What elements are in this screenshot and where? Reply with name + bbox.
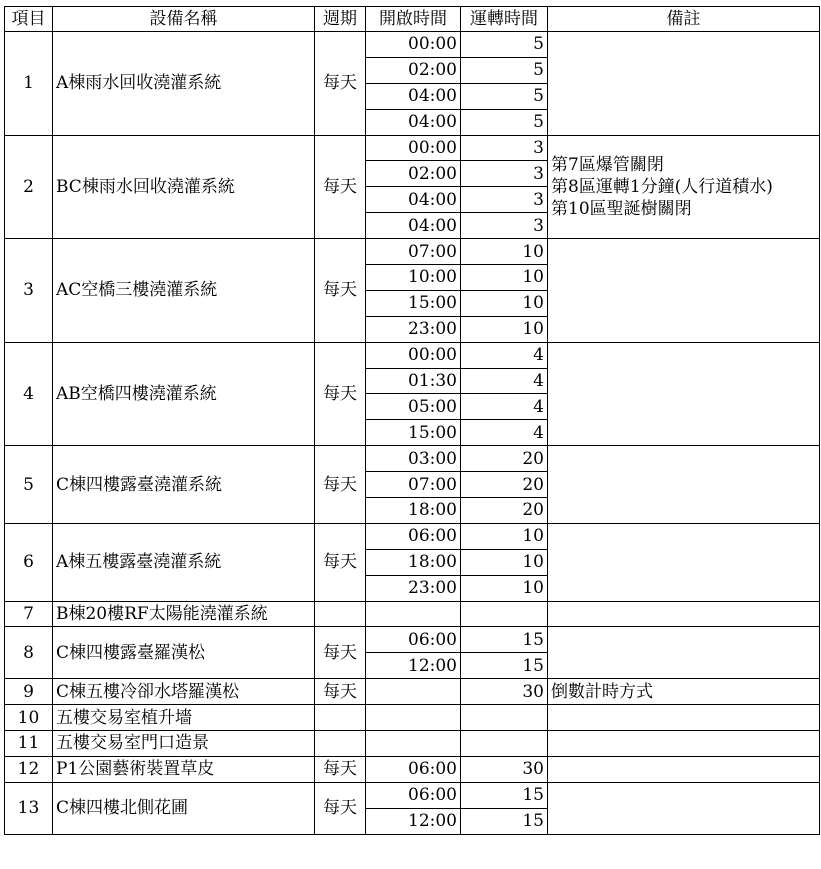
table-row [5,782,820,808]
start-time: 15:00 [366,420,461,446]
table-row [5,756,820,782]
equipment-name: C棟四樓露臺羅漢松 [53,627,315,679]
run-time: 4 [461,420,548,446]
notes [548,135,820,239]
table-row [5,32,820,58]
run-time: 3 [461,135,548,161]
run-time: 15 [461,782,548,808]
table-row [5,135,820,161]
note-line: 倒數計時方式 [551,681,653,702]
notes [548,601,820,627]
table-row [5,679,820,705]
header-notes: 備註 [548,7,820,32]
run-time: 20 [461,446,548,472]
run-time: 3 [461,161,548,187]
item-number: 7 [5,601,53,627]
table-body [5,32,820,835]
cycle: 每天 [315,782,366,834]
note-line: 第8區運轉1分鐘(人行道積水) [551,176,773,197]
note-line: 第10區聖誕樹關閉 [551,198,692,219]
run-time [461,601,548,627]
equipment-name: BC棟雨水回收澆灌系統 [53,135,315,239]
notes [548,705,820,731]
run-time: 15 [461,653,548,679]
equipment-name: 五樓交易室門口造景 [53,731,315,757]
equipment-name: AB空橋四樓澆灌系統 [53,342,315,446]
run-time [461,731,548,757]
start-time: 06:00 [366,782,461,808]
run-time: 5 [461,109,548,135]
note-line: 第7區爆管關閉 [551,154,664,175]
table-row [5,601,820,627]
run-time: 4 [461,342,548,368]
header-run-time: 運轉時間 [461,7,548,32]
start-time: 04:00 [366,83,461,109]
run-time: 10 [461,575,548,601]
run-time: 10 [461,239,548,265]
cycle [315,601,366,627]
run-time: 30 [461,756,548,782]
cycle: 每天 [315,756,366,782]
run-time: 5 [461,32,548,58]
run-time: 20 [461,472,548,498]
start-time [366,731,461,757]
start-time: 06:00 [366,756,461,782]
start-time: 06:00 [366,523,461,549]
cycle: 每天 [315,32,366,136]
start-time: 12:00 [366,653,461,679]
start-time: 03:00 [366,446,461,472]
notes [548,32,820,136]
notes [548,523,820,601]
header-start-time: 開啟時間 [366,7,461,32]
notes [548,342,820,446]
header-item-no: 項目 [5,7,53,32]
run-time: 10 [461,316,548,342]
item-number: 3 [5,239,53,343]
cycle: 每天 [315,446,366,524]
item-number: 4 [5,342,53,446]
table-row [5,239,820,265]
start-time: 02:00 [366,161,461,187]
cycle: 每天 [315,135,366,239]
cycle [315,731,366,757]
equipment-name: C棟五樓冷卻水塔羅漢松 [53,679,315,705]
item-number: 13 [5,782,53,834]
header-row [5,7,820,32]
start-time: 05:00 [366,394,461,420]
notes [548,239,820,343]
item-number: 12 [5,756,53,782]
item-number: 10 [5,705,53,731]
header-cycle: 週期 [315,7,366,32]
table-row [5,523,820,549]
start-time: 07:00 [366,472,461,498]
start-time: 02:00 [366,57,461,83]
run-time: 5 [461,57,548,83]
cycle: 每天 [315,627,366,679]
run-time: 10 [461,290,548,316]
run-time: 5 [461,83,548,109]
header-equipment-name: 設備名稱 [53,7,315,32]
start-time: 01:30 [366,368,461,394]
notes [548,679,820,705]
item-number: 8 [5,627,53,679]
cycle [315,705,366,731]
irrigation-schedule-table [4,6,820,835]
table-row [5,627,820,653]
item-number: 9 [5,679,53,705]
run-time: 10 [461,549,548,575]
equipment-name: C棟四樓北側花圃 [53,782,315,834]
start-time: 15:00 [366,290,461,316]
cycle: 每天 [315,342,366,446]
table-row [5,446,820,472]
start-time: 18:00 [366,549,461,575]
start-time [366,601,461,627]
run-time: 30 [461,679,548,705]
run-time: 10 [461,265,548,291]
item-number: 5 [5,446,53,524]
notes [548,782,820,834]
equipment-name: 五樓交易室植升墻 [53,705,315,731]
start-time: 07:00 [366,239,461,265]
start-time: 00:00 [366,135,461,161]
table-row [5,731,820,757]
start-time: 04:00 [366,109,461,135]
start-time: 10:00 [366,265,461,291]
run-time: 10 [461,523,548,549]
equipment-name: A棟雨水回收澆灌系統 [53,32,315,136]
equipment-name: B棟20樓RF太陽能澆灌系統 [53,601,315,627]
cycle: 每天 [315,523,366,601]
start-time: 12:00 [366,808,461,834]
run-time: 20 [461,498,548,524]
item-number: 2 [5,135,53,239]
start-time: 06:00 [366,627,461,653]
item-number: 1 [5,32,53,136]
notes [548,731,820,757]
start-time: 23:00 [366,316,461,342]
equipment-name: AC空橋三樓澆灌系統 [53,239,315,343]
equipment-name: P1公園藝術裝置草皮 [53,756,315,782]
start-time: 00:00 [366,342,461,368]
notes [548,756,820,782]
start-time: 00:00 [366,32,461,58]
notes [548,446,820,524]
run-time: 3 [461,187,548,213]
run-time: 4 [461,394,548,420]
start-time: 04:00 [366,213,461,239]
start-time: 04:00 [366,187,461,213]
run-time: 4 [461,368,548,394]
table-row [5,342,820,368]
run-time [461,705,548,731]
run-time: 15 [461,627,548,653]
notes [548,627,820,679]
run-time: 15 [461,808,548,834]
cycle: 每天 [315,679,366,705]
start-time [366,679,461,705]
equipment-name: C棟四樓露臺澆灌系統 [53,446,315,524]
run-time: 3 [461,213,548,239]
start-time: 23:00 [366,575,461,601]
cycle: 每天 [315,239,366,343]
equipment-name: A棟五樓露臺澆灌系統 [53,523,315,601]
item-number: 6 [5,523,53,601]
start-time [366,705,461,731]
start-time: 18:00 [366,498,461,524]
item-number: 11 [5,731,53,757]
table-row [5,705,820,731]
